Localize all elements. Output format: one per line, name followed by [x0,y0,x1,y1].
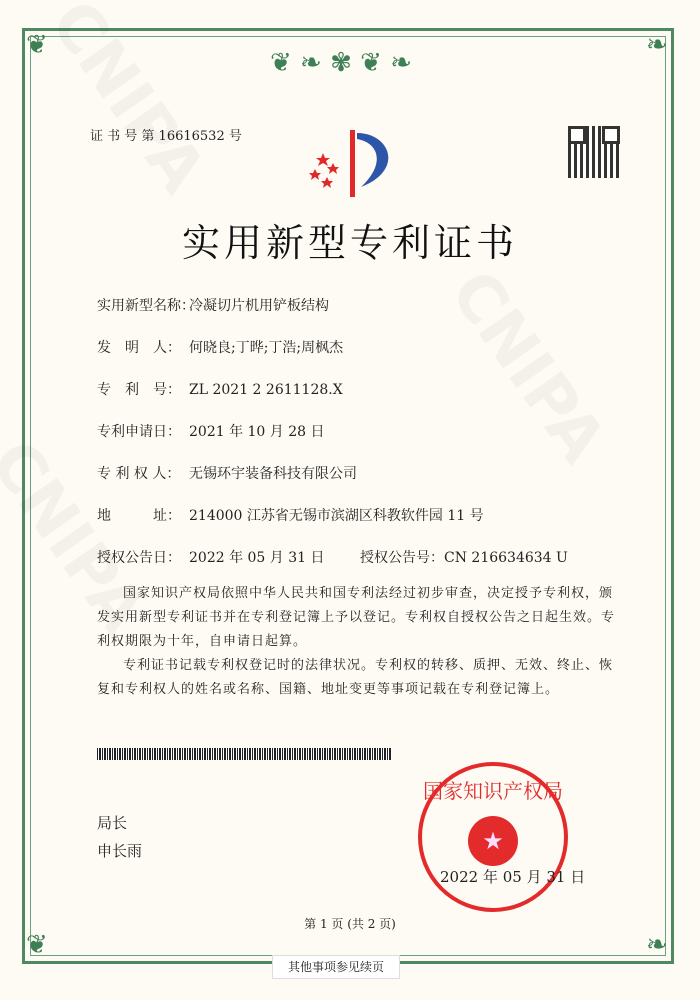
page-indicator: 第 1 页 (共 2 页) [304,917,396,931]
page-title: 实用新型专利证书 [181,221,518,265]
corner-ornament-icon: ❧ [646,30,668,60]
director-name: 申长雨 [97,842,143,860]
field-grant-number: 授权公告号：CN 216634634 U [360,550,568,566]
corner-ornament-icon: ❦ [26,930,48,960]
corner-ornament-icon: ❧ [646,930,668,960]
seal-date: 2022 年 05 月 31 日 [440,868,586,886]
certificate-number: 证 书 号 第 16616532 号 [90,129,242,144]
field-utility-model-name: 实用新型名称：冷凝切片机用铲板结构 [97,298,329,314]
field-patentee: 专 利 权 人： 无锡环宇装备科技有限公司 [97,466,357,482]
cnipa-logo-icon [305,125,405,200]
field-patent-number: 专 利 号： ZL 2021 2 2611128.X [97,382,343,398]
corner-ornament-icon: ❦ [26,30,48,60]
national-emblem-icon: ★ [468,816,518,866]
continued-note: 其他事项参见续页 [272,955,400,979]
official-seal [418,762,568,912]
director-title: 局长 [97,814,128,832]
field-grant-date: 授权公告日： 2022 年 05 月 31 日 [97,550,325,566]
qr-code [568,126,620,178]
top-ornament-icon: ❦ ❧ ✾ ❦ ❧ [270,48,412,78]
barcode [97,748,392,760]
field-inventors: 发 明 人： 何晓良;丁晔;丁浩;周枫杰 [97,340,344,356]
field-application-date: 专利申请日： 2021 年 10 月 28 日 [97,424,325,440]
field-address: 地 址： 214000 江苏省无锡市滨湖区科教软件园 11 号 [97,508,484,524]
paragraph-legal-status: 专利证书记载专利权登记时的法律状况。专利权的转移、质押、无效、终止、恢复和专利权人的姓名或名称、国籍、地址变更等事项记载在专利登记簿上。 [97,658,614,697]
seal-text: 国家知识产权局 [423,779,563,803]
paragraph-grant-statement: 国家知识产权局依照中华人民共和国专利法经过初步审查，决定授予专利权，颁发实用新型专利证书并在专利登记簿上予以登记。专利权自授权公告之日起生效。专利权期限为十年，自申请日起算。 [97,586,616,649]
